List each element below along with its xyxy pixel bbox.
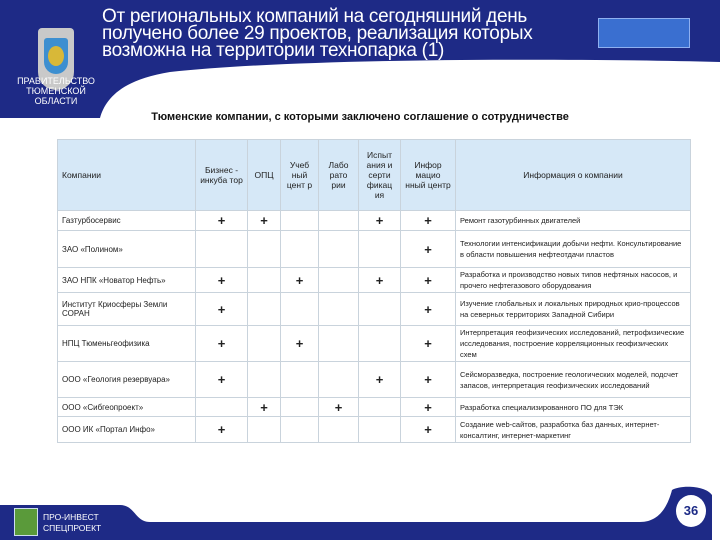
plus-mark: + [401, 398, 456, 417]
plus-mark: + [196, 362, 248, 398]
plus-mark: + [359, 268, 401, 293]
plus-mark: + [196, 211, 248, 231]
company-name: ООО «Геология резервуара» [58, 362, 196, 398]
company-name: Институт Криосферы Земли СОРАН [58, 293, 196, 326]
plus-mark: + [196, 326, 248, 362]
plus-mark: + [359, 362, 401, 398]
plus-mark [319, 362, 359, 398]
column-header: Компании [58, 140, 196, 211]
plus-mark [359, 231, 401, 268]
plus-mark [319, 293, 359, 326]
column-header: Бизнес - инкуба тор [196, 140, 248, 211]
plus-mark [248, 268, 281, 293]
companies-table [57, 139, 691, 443]
plus-mark [248, 293, 281, 326]
organization-label: ПРАВИТЕЛЬСТВО ТЮМЕНСКОЙ ОБЛАСТИ [17, 76, 95, 106]
plus-mark [248, 417, 281, 443]
plus-mark: + [319, 398, 359, 417]
plus-mark: + [196, 268, 248, 293]
plus-mark [359, 417, 401, 443]
plus-mark [319, 268, 359, 293]
column-header: ОПЦ [248, 140, 281, 211]
company-name: Газтурбосервис [58, 211, 196, 231]
column-header: Испыт ания и серти фикац ия [359, 140, 401, 211]
company-name: ООО ИК «Портал Инфо» [58, 417, 196, 443]
plus-mark [359, 293, 401, 326]
plus-mark [319, 231, 359, 268]
company-info: Ремонт газотурбинных двигателей [456, 211, 691, 231]
company-name: ЗАО «Полином» [58, 231, 196, 268]
plus-mark: + [196, 293, 248, 326]
plus-mark [196, 398, 248, 417]
table-row [58, 211, 691, 231]
column-header: Инфор мацио нный центр [401, 140, 456, 211]
table-row [58, 398, 691, 417]
company-name: НПЦ Тюменьгеофизика [58, 326, 196, 362]
column-header: Информация о компании [456, 140, 691, 211]
page-number: 36 [676, 495, 706, 527]
company-info: Разработка и производство новых типов нефтяных насосов, и прочего нефтегазового оборудования [456, 268, 691, 293]
plus-mark [281, 293, 319, 326]
company-logo-text [43, 512, 101, 534]
company-name: ЗАО НПК «Новатор Нефть» [58, 268, 196, 293]
company-info: Технологии интенсификации добычи нефти. Консультирование в области повышения нефтеотдачи пластов [456, 231, 691, 268]
plus-mark: + [248, 398, 281, 417]
table-row [58, 417, 691, 443]
plus-mark [281, 417, 319, 443]
diagram-thumbnail [598, 18, 690, 48]
plus-mark [281, 211, 319, 231]
plus-mark [281, 398, 319, 417]
plus-mark [248, 231, 281, 268]
table-row [58, 231, 691, 268]
slide-title: От региональных компаний на сегодняшний день получено более 29 проектов, реализация которых возможна на территории технопарка (1) [102, 6, 533, 61]
company-info: Сейсморазведка, построение геологических моделей, подсчет запасов, интерпретация геофизических исследований [456, 362, 691, 398]
table-subtitle: Тюменские компании, с которыми заключено соглашение о сотрудничестве [151, 111, 569, 123]
plus-mark [319, 326, 359, 362]
table-row [58, 326, 691, 362]
company-logo-icon [14, 508, 38, 536]
plus-mark: + [401, 362, 456, 398]
plus-mark [281, 231, 319, 268]
plus-mark [196, 231, 248, 268]
plus-mark [359, 398, 401, 417]
table-row [58, 362, 691, 398]
plus-mark: + [401, 211, 456, 231]
plus-mark: + [401, 326, 456, 362]
column-header: Лабо рато рии [319, 140, 359, 211]
plus-mark: + [401, 231, 456, 268]
plus-mark: + [401, 417, 456, 443]
plus-mark: + [281, 326, 319, 362]
logo-line-2: СПЕЦПРОЕКТ [43, 523, 102, 533]
plus-mark [319, 417, 359, 443]
table-row [58, 268, 691, 293]
plus-mark [281, 362, 319, 398]
company-info: Разработка специализированного ПО для ТЭК [456, 398, 691, 417]
plus-mark: + [401, 293, 456, 326]
plus-mark: + [359, 211, 401, 231]
plus-mark: + [196, 417, 248, 443]
company-info: Создание web-сайтов, разработка баз данных, интернет-консалтинг, интернет-маркетинг [456, 417, 691, 443]
plus-mark: + [401, 268, 456, 293]
plus-mark [248, 326, 281, 362]
company-name: ООО «Сибгеопроект» [58, 398, 196, 417]
column-header: Учеб ный цент р [281, 140, 319, 211]
plus-mark: + [281, 268, 319, 293]
plus-mark [319, 211, 359, 231]
table-row [58, 293, 691, 326]
plus-mark: + [248, 211, 281, 231]
company-info: Интерпретация геофизических исследований, петрофизические исследования, построение корреляционных геофизических схем [456, 326, 691, 362]
logo-line-1: ПРО-ИНВЕСТ [43, 512, 99, 522]
plus-mark [248, 362, 281, 398]
company-info: Изучение глобальных и локальных природных крио-процессов на северных территориях Западной Сибири [456, 293, 691, 326]
plus-mark [359, 326, 401, 362]
